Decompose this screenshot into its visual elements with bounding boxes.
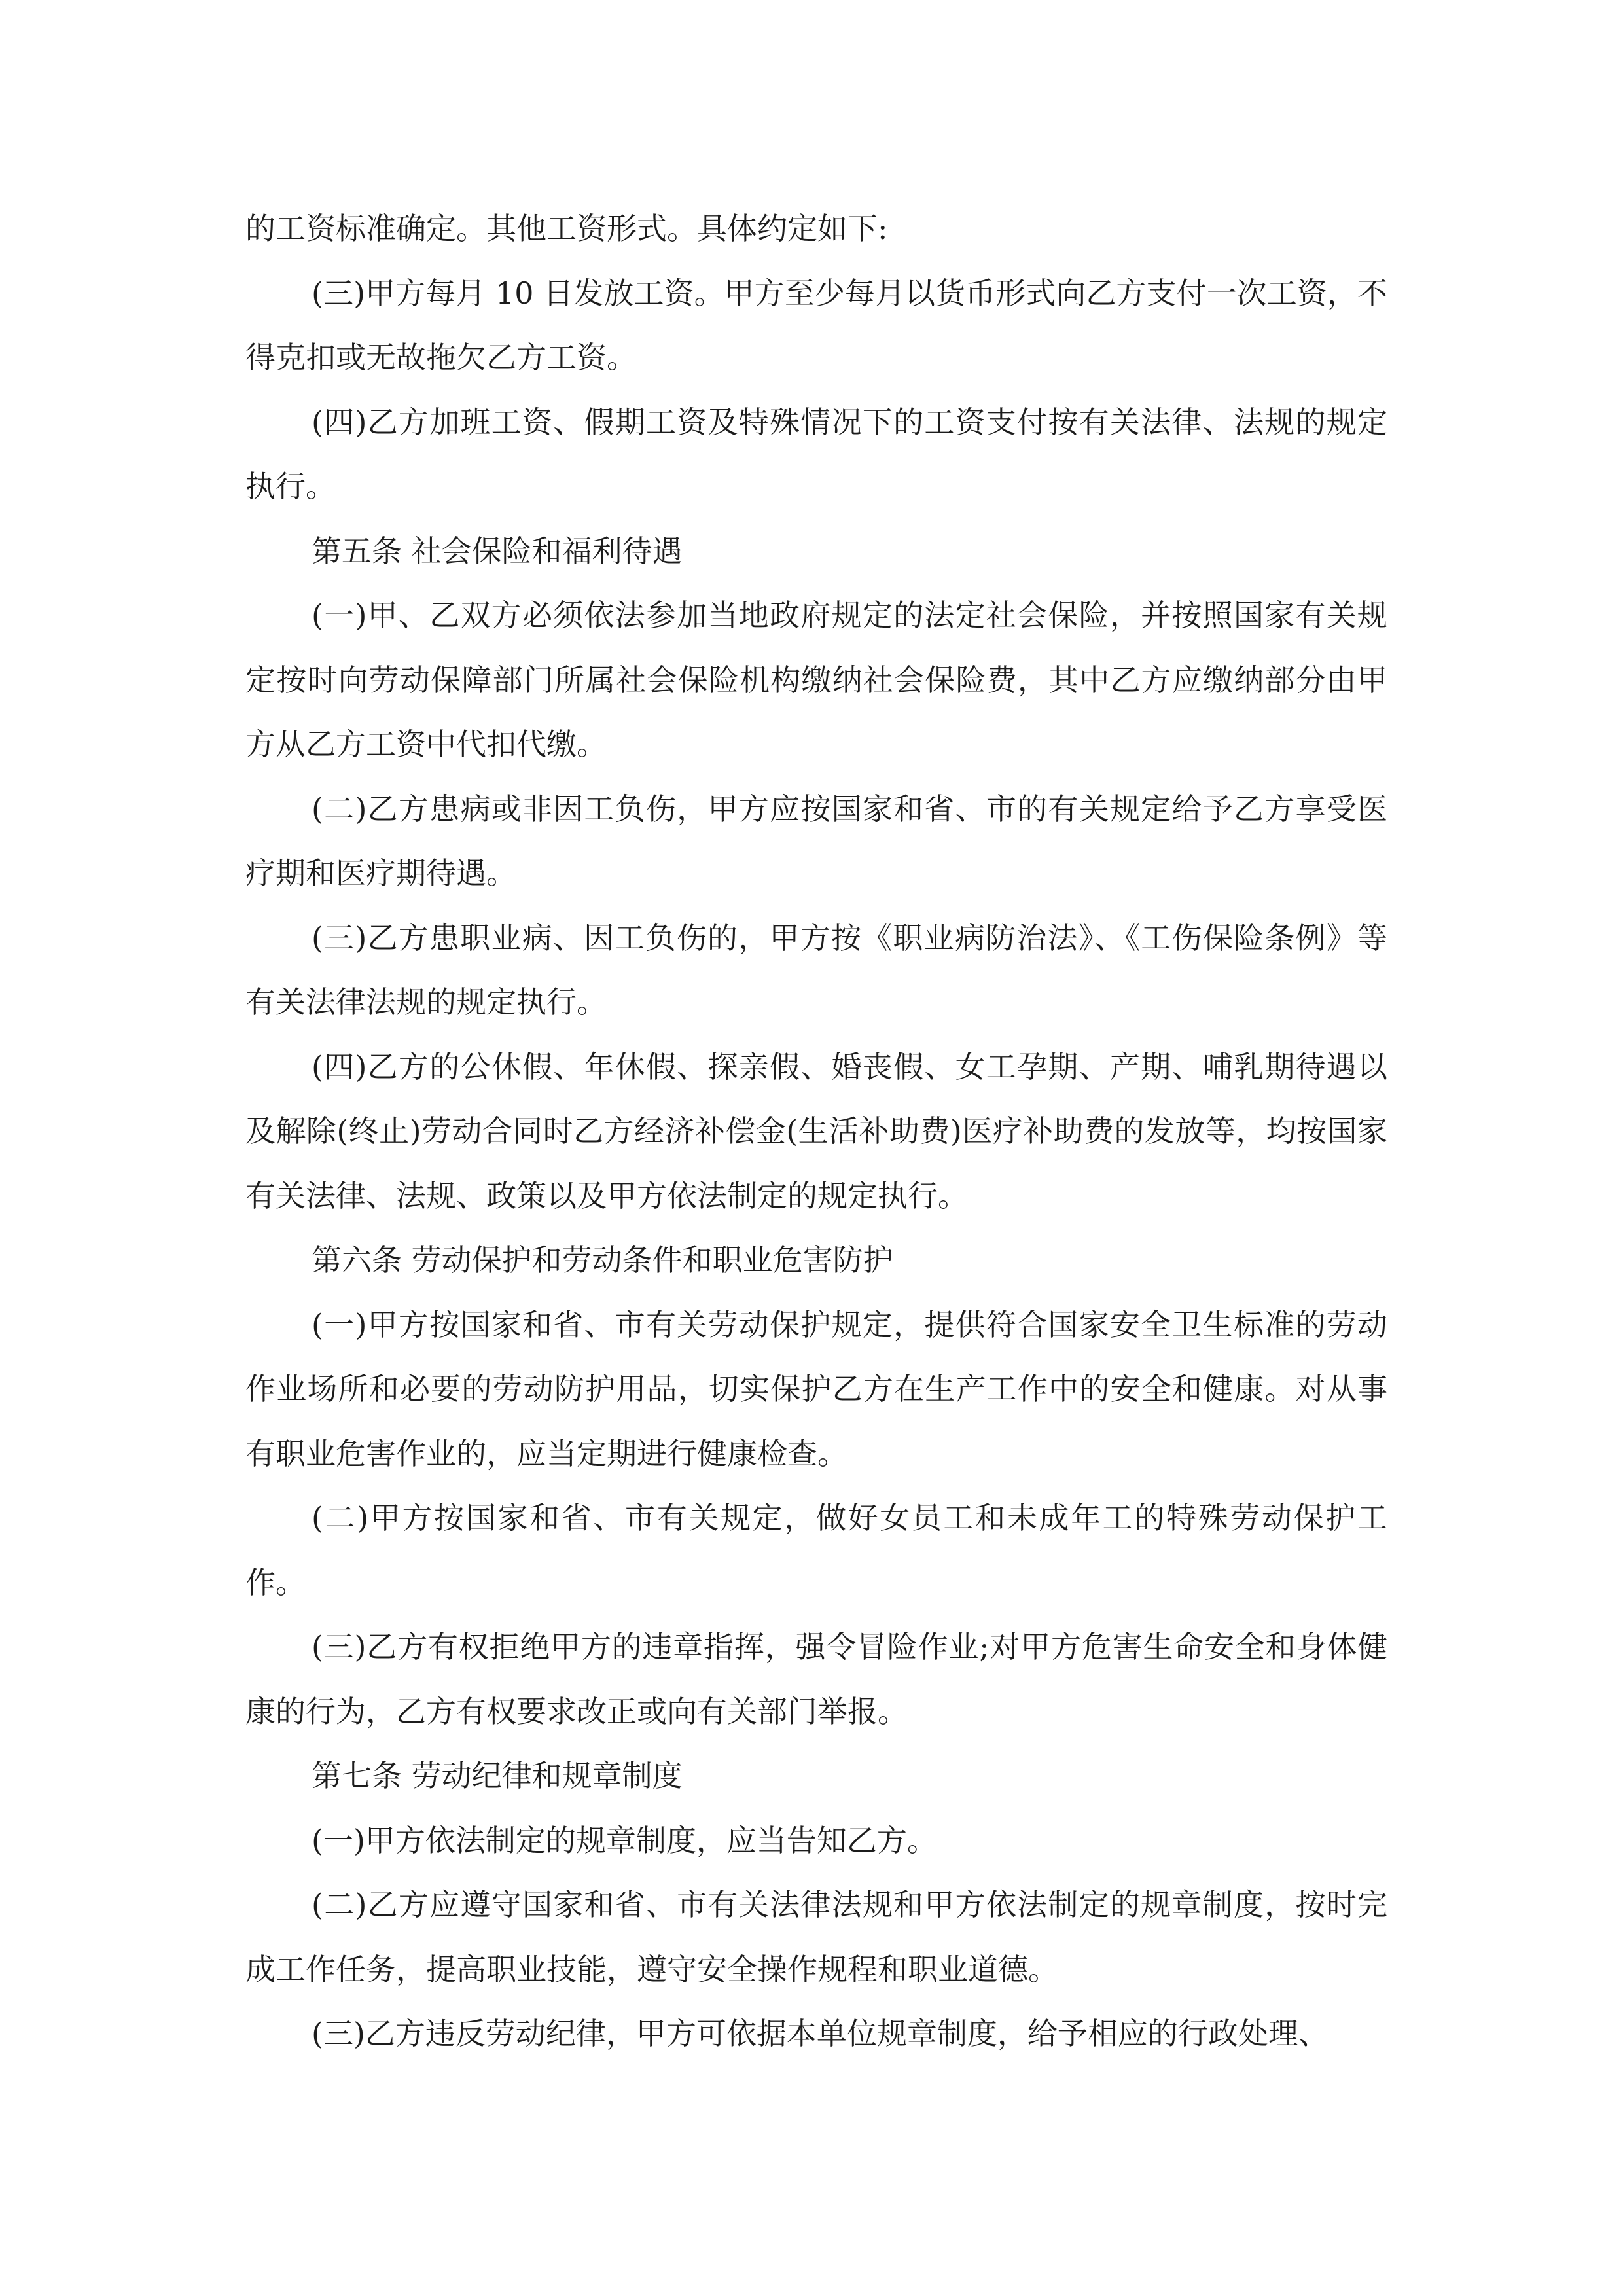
paragraph-wage-payment-date: (三)甲方每月 10 日发放工资。甲方至少每月以货币形式向乙方支付一次工资，不得克扣或无故拖欠乙方工资。 xyxy=(245,275,1387,375)
paragraph-occupational-disease: (三)乙方患职业病、因工负伤的，甲方按《职业病防治法》、《工伤保险条例》等有关法律法规的规定执行。 xyxy=(245,920,1387,1020)
paragraph-continuation: 的工资标准确定。其他工资形式。具体约定如下: xyxy=(245,211,888,246)
paragraph-comply-rules: (二)乙方应遵守国家和省、市有关法律法规和甲方依法制定的规章制度，按时完成工作任务，提高职业技能，遵守安全操作规程和职业道德。 xyxy=(245,1887,1387,1987)
paragraph-medical-period: (二)乙方患病或非因工负伤，甲方应按国家和省、市的有关规定给予乙方享受医疗期和医疗期待遇。 xyxy=(245,791,1387,891)
paragraph-social-insurance: (一)甲、乙双方必须依法参加当地政府规定的法定社会保险，并按照国家有关规定按时向劳动保障部门所属社会保险机构缴纳社会保险费，其中乙方应缴纳部分由甲方从乙方工资中代扣代缴。 xyxy=(245,598,1387,762)
paragraph-leave-benefits: (四)乙方的公休假、年休假、探亲假、婚丧假、女工孕期、产期、哺乳期待遇以及解除(终止)劳动合同时乙方经济补偿金(生活补助费)医疗补助费的发放等，均按国家有关法律、法规、政策以及甲方依法制定的规定执行。 xyxy=(245,1049,1387,1213)
paragraph-rules-notice: (一)甲方依法制定的规章制度，应当告知乙方。 xyxy=(312,1822,937,1858)
paragraph-discipline-violation: (三)乙方违反劳动纪律，甲方可依据本单位规章制度，给予相应的行政处理、 xyxy=(312,2016,1329,2051)
article-5-heading: 第五条 社会保险和福利待遇 xyxy=(312,533,683,569)
paragraph-overtime-wage: (四)乙方加班工资、假期工资及特殊情况下的工资支付按有关法律、法规的规定执行。 xyxy=(245,404,1387,504)
paragraph-special-protection: (二)甲方按国家和省、市有关规定，做好女员工和未成年工的特殊劳动保护工作。 xyxy=(245,1500,1387,1600)
article-6-heading: 第六条 劳动保护和劳动条件和职业危害防护 xyxy=(312,1242,893,1278)
article-7-heading: 第七条 劳动纪律和规章制度 xyxy=(312,1758,683,1793)
contract-body xyxy=(245,196,1387,2066)
paragraph-labor-protection: (一)甲方按国家和省、市有关劳动保护规定，提供符合国家安全卫生标准的劳动作业场所和必要的劳动防护用品，切实保护乙方在生产工作中的安全和健康。对从事有职业危害作业的，应当定期进行健康检查。 xyxy=(245,1306,1387,1471)
paragraph-refuse-violation: (三)乙方有权拒绝甲方的违章指挥，强令冒险作业;对甲方危害生命安全和身体健康的行为，乙方有权要求改正或向有关部门举报。 xyxy=(245,1629,1387,1729)
